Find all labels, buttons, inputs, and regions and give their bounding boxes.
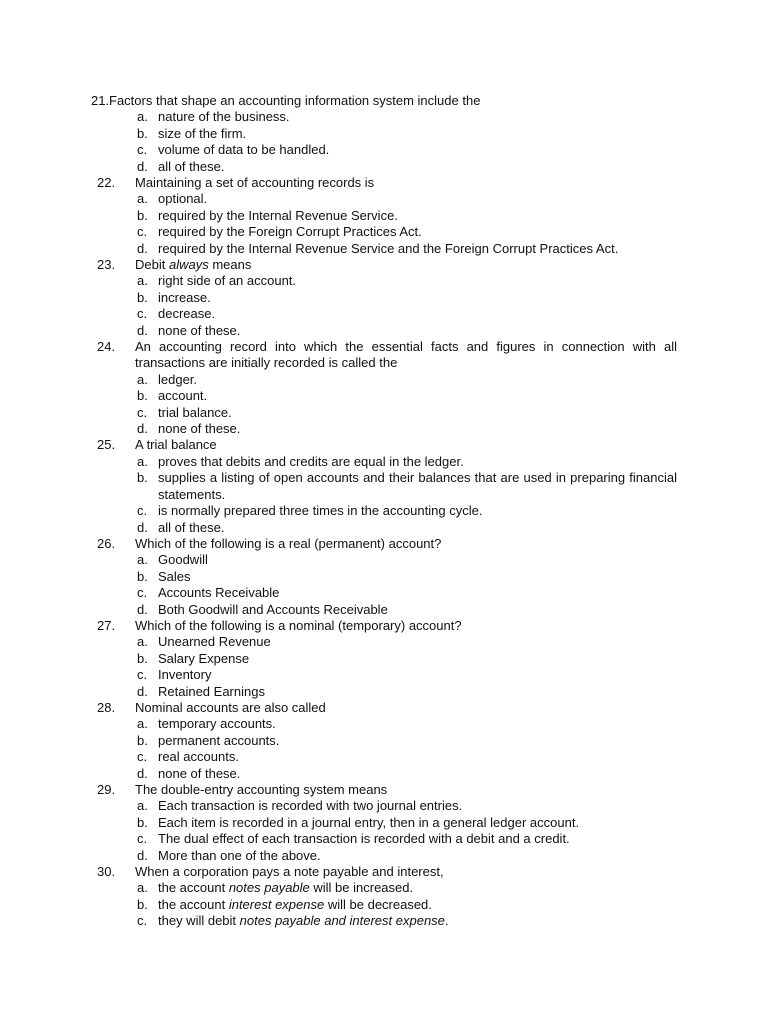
question-22 [0,175,768,257]
question-text: A trial balance [135,437,217,453]
option-text: Retained Earnings [158,683,265,699]
option-label: b. [137,814,148,830]
option-text-start: they will debit [158,913,240,929]
answer-option [0,126,768,142]
question-24 [0,339,768,437]
option-text-end: . [444,913,449,929]
answer-option [0,749,768,765]
option-text: nature of the business. [158,109,290,125]
option-text: Both Goodwill and Accounts Receivable [158,601,388,617]
answer-option [0,208,768,224]
option-label: d. [137,421,148,437]
answer-option [0,109,768,125]
answer-option [0,372,768,388]
option-label: b. [137,207,148,223]
option-text [158,897,677,913]
option-text: Inventory [158,667,212,683]
option-label: c. [137,306,148,322]
question-text [135,257,677,273]
exam-page [0,93,768,930]
answer-option [0,667,768,683]
option-text-start: the account [158,880,229,896]
question-stem [0,339,768,372]
option-label: c. [137,585,148,601]
option-label: d. [137,240,148,256]
question-30 [0,864,768,930]
answer-option [0,585,768,601]
option-label: a. [137,273,148,289]
question-number: 26. [97,535,116,551]
emphasis-term: notes payable [228,880,310,896]
answer-option [0,798,768,814]
answer-option [0,913,768,929]
option-label: a. [137,880,148,896]
option-label: c. [137,404,148,420]
option-text: required by the Internal Revenue Service. [158,207,398,223]
question-stem [0,782,768,798]
option-text: proves that debits and credits are equal in the ledger. [158,453,464,469]
question-stem [0,257,768,273]
question-stem [0,175,768,191]
option-text-end: will be increased. [309,880,414,896]
answer-option [0,224,768,240]
question-text-end: means [208,257,252,273]
option-label: d. [137,765,148,781]
answer-option [0,520,768,536]
option-text: ledger. [158,371,198,387]
question-number: 25. [97,437,116,453]
question-21 [0,93,768,175]
question-text: Maintaining a set of accounting records is [135,175,375,191]
option-label: b. [137,289,148,305]
option-label: a. [137,798,148,814]
option-text: none of these. [158,322,241,338]
answer-option [0,323,768,339]
question-stem [0,618,768,634]
option-text: optional. [158,191,208,207]
option-label: a. [137,191,148,207]
option-text [158,880,677,896]
answer-option [0,241,768,257]
option-label: b. [137,568,148,584]
answer-option [0,684,768,700]
option-text: Each transaction is recorded with two journal entries. [158,798,463,814]
answer-option [0,290,768,306]
option-text: More than one of the above. [158,847,321,863]
option-label: a. [137,109,148,125]
answer-option [0,848,768,864]
question-number: 28. [97,699,116,715]
option-text-end: will be decreased. [324,896,432,912]
option-text: Unearned Revenue [158,634,271,650]
option-text: is normally prepared three times in the accounting cycle. [158,503,483,519]
option-text: Accounts Receivable [158,585,280,601]
option-label: a. [137,552,148,568]
question-number: 29. [97,781,116,797]
option-text: Sales [158,568,191,584]
answer-option [0,191,768,207]
option-text: temporary accounts. [158,716,276,732]
answer-option [0,634,768,650]
option-label: c. [137,831,148,847]
answer-option [0,142,768,158]
option-text: required by the Internal Revenue Service and the Foreign Corrupt Practices Act. [158,240,619,256]
answer-option [0,421,768,437]
option-text: decrease. [158,306,216,322]
question-stem [0,93,768,109]
question-26 [0,536,768,618]
answer-option [0,470,768,503]
question-number: 23. [97,257,116,273]
option-text: required by the Foreign Corrupt Practices Act. [158,224,422,240]
option-label: c. [137,142,148,158]
question-text: When a corporation pays a note payable and interest, [135,863,444,879]
answer-option [0,454,768,470]
option-text [158,913,677,929]
option-label: b. [137,470,148,486]
answer-option [0,733,768,749]
answer-option [0,766,768,782]
question-text: The double-entry accounting system means [135,781,388,797]
option-label: d. [137,158,148,174]
question-number: 27. [97,617,116,633]
option-text: all of these. [158,158,225,174]
answer-option [0,405,768,421]
answer-option [0,651,768,667]
emphasis-term: interest expense [228,896,325,912]
question-28 [0,700,768,782]
answer-option [0,716,768,732]
option-label: d. [137,519,148,535]
answer-option [0,388,768,404]
question-text: Nominal accounts are also called [135,699,326,715]
question-stem [0,700,768,716]
option-text: right side of an account. [158,273,297,289]
question-stem [0,437,768,453]
question-number: 24. [97,339,116,355]
question-27 [0,618,768,700]
question-text: Factors that shape an accounting information system include the [109,93,481,108]
emphasis-word: always [168,257,209,273]
answer-option [0,569,768,585]
option-text: permanent accounts. [158,732,280,748]
question-stem [0,864,768,880]
answer-option [0,831,768,847]
question-23 [0,257,768,339]
option-text: none of these. [158,765,241,781]
option-text: increase. [158,289,211,305]
option-label: b. [137,732,148,748]
option-label: c. [137,224,148,240]
option-label: a. [137,634,148,650]
option-text: account. [158,388,208,404]
option-label: d. [137,683,148,699]
option-label: a. [137,371,148,387]
question-text: Which of the following is a nominal (temporary) account? [135,617,462,633]
option-text: none of these. [158,421,241,437]
option-label: b. [137,896,148,912]
option-text: Goodwill [158,552,208,568]
option-label: a. [137,453,148,469]
answer-option [0,306,768,322]
option-text: The dual effect of each transaction is recorded with a debit and a credit. [158,831,570,847]
answer-option [0,897,768,913]
question-stem [0,536,768,552]
option-label: c. [137,503,148,519]
option-text: supplies a listing of open accounts and their balances that are used in preparing financial statements. [158,470,677,502]
answer-option [0,159,768,175]
question-29 [0,782,768,864]
option-text: real accounts. [158,749,239,765]
question-number: 22. [97,175,116,191]
option-text: trial balance. [158,404,232,420]
option-text: size of the firm. [158,125,247,141]
option-text: all of these. [158,519,225,535]
answer-option [0,273,768,289]
question-number: 30. [97,863,116,879]
option-label: b. [137,650,148,666]
answer-option [0,503,768,519]
option-text: Each item is recorded in a journal entry, then in a general ledger account. [158,814,580,830]
answer-option [0,815,768,831]
option-label: c. [137,667,148,683]
option-label: b. [137,388,148,404]
answer-option [0,880,768,896]
option-label: d. [137,322,148,338]
question-25 [0,437,768,535]
option-label: a. [137,716,148,732]
option-label: c. [137,749,148,765]
question-text: An accounting record into which the essential facts and figures in connection with all transactions are initially recorded is called the [135,339,677,371]
question-text: Which of the following is a real (permanent) account? [135,535,442,551]
answer-option [0,602,768,618]
option-label: d. [137,601,148,617]
emphasis-term: notes payable and interest expense [239,913,445,929]
option-text: Salary Expense [158,650,250,666]
question-text-start: Debit [135,257,169,273]
question-number: 21. [91,93,110,108]
answer-option [0,552,768,568]
option-label: b. [137,125,148,141]
option-label: c. [137,913,148,929]
option-text-start: the account [158,896,229,912]
option-label: d. [137,847,148,863]
option-text: volume of data to be handled. [158,142,330,158]
